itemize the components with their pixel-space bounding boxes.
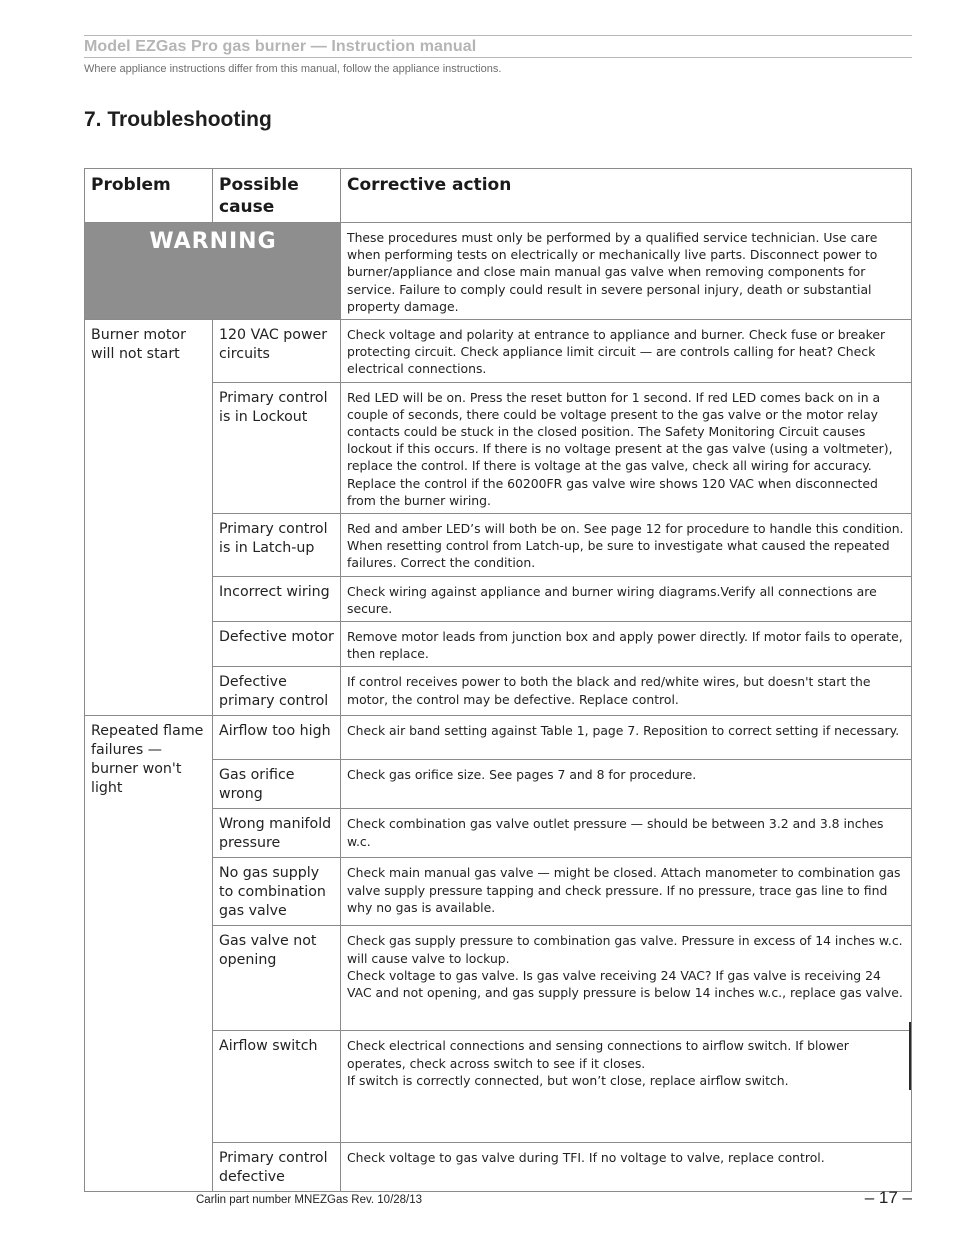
action-cell — [341, 716, 912, 760]
cause-cell: Gas valve not opening — [213, 926, 341, 1031]
action-text: Check voltage and polarity at entrance to appliance and burner. Check fuse or breaker protecting circuit. Check appliance limit circuit — are controls calling for heat? Check electrical connections. — [347, 327, 886, 377]
action-text: Check combination gas valve outlet pressure — should be between 3.2 and 3.8 inches w.c. — [347, 816, 884, 849]
action-text: Check voltage to gas valve. Is gas valve receiving 24 VAC? If gas valve is receiving 24 VAC and not opening, and gas supply pressure is below 14 inches w.c., replace gas valve. — [347, 967, 903, 1001]
change-bar — [909, 1022, 911, 1090]
action-text: Red and amber LED’s will both be on. See page 12 for procedure to handle this condition. When resetting control from Latch-up, be sure to investigate what caused the repeated failures. Correct the condition. — [347, 521, 904, 571]
action-text: Remove motor leads from junction box and apply power directly. If motor fails to operate, then replace. — [347, 629, 903, 662]
action-text: Check voltage to gas valve during TFI. If no voltage to valve, replace control. — [347, 1150, 825, 1166]
action-cell — [341, 760, 912, 809]
action-cell — [341, 667, 912, 716]
action-text: If control receives power to both the black and red/white wires, but doesn't start the motor, the control may be defective. Replace control. — [347, 674, 871, 707]
action-text: Check wiring against appliance and burner wiring diagrams.Verify all connections are secure. — [347, 583, 877, 616]
table-row — [85, 320, 912, 383]
warning-banner — [85, 223, 341, 320]
table-header-row — [85, 169, 912, 223]
action-cell — [341, 576, 912, 621]
header-bottom-rule — [84, 57, 912, 58]
action-cell — [341, 514, 912, 577]
action-cell — [341, 622, 912, 667]
problem-cell: Burner motor will not start — [85, 320, 213, 716]
cause-cell: Incorrect wiring — [213, 576, 341, 621]
footer-page-number: – 17 – — [864, 1188, 912, 1207]
action-text: Check gas supply pressure to combination gas valve. Pressure in excess of 14 inches w.c. will cause valve to lockup. — [347, 933, 903, 966]
footer-part-number: Carlin part number MNEZGas Rev. 10/28/13 — [196, 1194, 423, 1206]
table-body — [85, 223, 912, 1192]
warning-row — [85, 223, 912, 320]
action-cell — [341, 858, 912, 926]
column-header-cause: Possible cause — [213, 169, 341, 223]
column-header-action: Corrective action — [341, 169, 912, 223]
cause-cell: Airflow too high — [213, 716, 341, 760]
action-text: Check electrical connections and sensing connections to airflow switch. If blower operates, check across switch to see if it closes. — [347, 1038, 849, 1071]
document-subtitle: Where appliance instructions differ from this manual, follow the appliance instructions. — [84, 63, 502, 75]
action-cell — [341, 1031, 912, 1143]
cause-cell: Primary control is in Lockout — [213, 382, 341, 513]
cause-cell: Wrong manifold pressure — [213, 809, 341, 858]
warning-text: These procedures must only be performed by a qualified service technician. Use care when performing tests on electrically or mechanically live parts. Disconnect power to burner/appliance and close main manual gas valve when removing components for service. Failure to comply could result in severe personal injury, death or substantial property damage. — [341, 223, 912, 320]
action-cell — [341, 382, 912, 513]
problem-cell: Repeated flame failures — burner won't light — [85, 716, 213, 1192]
cause-cell: Defective primary control — [213, 667, 341, 716]
header-top-rule — [84, 35, 912, 36]
cause-cell: Gas orifice wrong — [213, 760, 341, 809]
cause-cell: Defective motor — [213, 622, 341, 667]
action-cell — [341, 809, 912, 858]
action-text: Red LED will be on. Press the reset button for 1 second. If red LED comes back on in a couple of seconds, there could be voltage present to the gas valve or the motor relay contacts could be stuck in the closed position. The Safety Monitoring Circuit causes lockout if this occurs. If there is no voltage present at the gas valve (using a voltmeter), replace the control. If there is voltage at the gas valve, check all wiring for accuracy. Replace the control if the 60200FR gas valve wire shows 120 VAC when disconnected from the burner wiring. — [347, 389, 893, 508]
cause-cell: Primary control defective — [213, 1143, 341, 1192]
action-cell — [341, 1143, 912, 1192]
action-text: Check air band setting against Table 1, page 7. Reposition to correct setting if necessary. — [347, 723, 900, 739]
warning-label: WARNING — [149, 229, 277, 254]
action-text: Check main manual gas valve — might be closed. Attach manometer to combination gas valve supply pressure tapping and check pressure. If no pressure, trace gas line to find why no gas is available. — [347, 865, 901, 915]
action-cell — [341, 926, 912, 1031]
cause-cell: No gas supply to combination gas valve — [213, 858, 341, 926]
table-row — [85, 716, 912, 760]
troubleshooting-table — [84, 168, 912, 1192]
cause-cell: 120 VAC power circuits — [213, 320, 341, 383]
document-title: Model EZGas Pro gas burner — Instruction manual — [84, 38, 477, 55]
action-cell — [341, 320, 912, 383]
column-header-problem: Problem — [85, 169, 213, 223]
action-text: If switch is correctly connected, but won’t close, replace airflow switch. — [347, 1072, 789, 1088]
cause-cell: Primary control is in Latch-up — [213, 514, 341, 577]
cause-cell: Airflow switch — [213, 1031, 341, 1143]
action-text: Check gas orifice size. See pages 7 and 8 for procedure. — [347, 767, 697, 783]
section-title: 7. Troubleshooting — [84, 108, 272, 131]
